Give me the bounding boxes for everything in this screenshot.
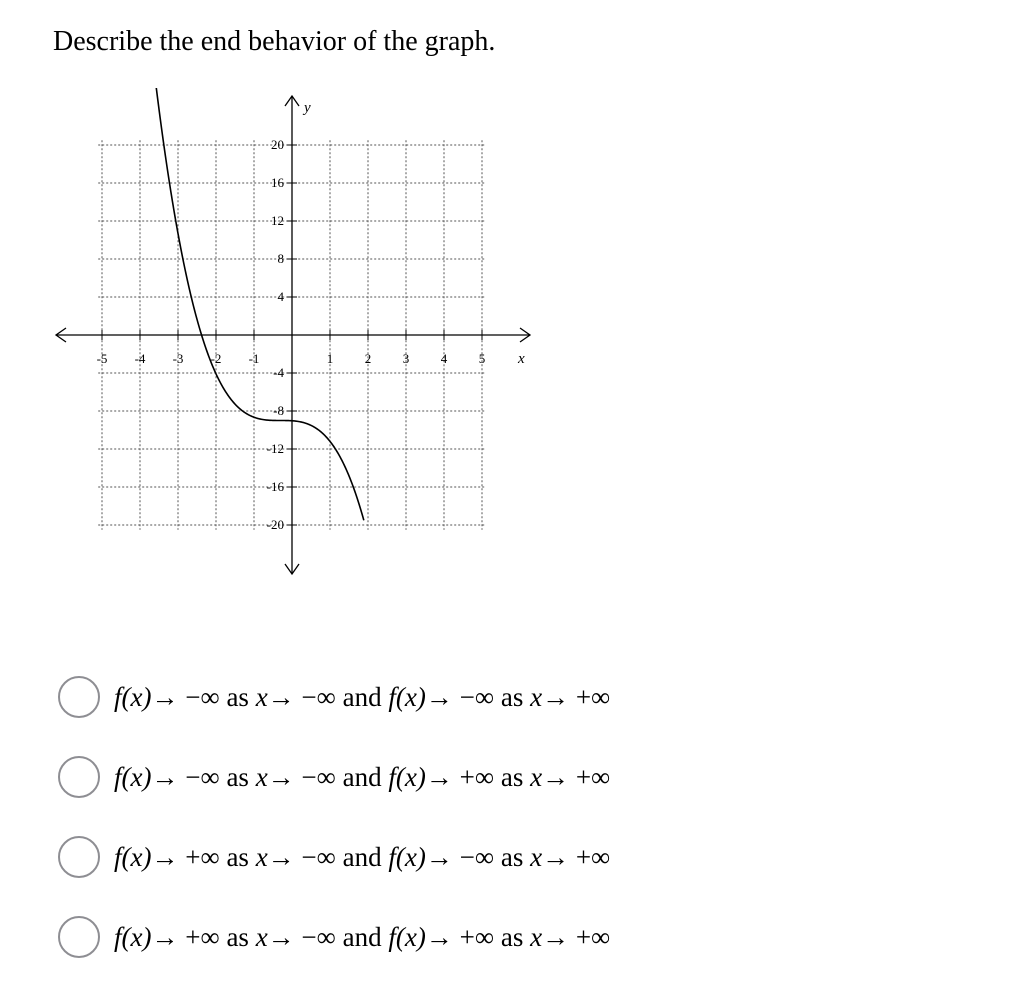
question-text: Describe the end behavior of the graph.: [53, 26, 496, 57]
option-a[interactable]: [58, 672, 610, 722]
x-tick-label: 2: [364, 351, 372, 366]
graph-figure: [48, 88, 548, 588]
y-tick-label: 16: [271, 175, 284, 190]
x-tick-label: 4: [440, 351, 448, 366]
option-b[interactable]: [58, 752, 610, 802]
option-b-text: f(x)→ −∞ as x→ −∞ and f(x)→ +∞ as x→ +∞: [114, 761, 611, 792]
option-c[interactable]: [58, 832, 610, 882]
option-d-text: f(x)→ +∞ as x→ −∞ and f(x)→ +∞ as x→ +∞: [114, 921, 611, 952]
radio-button[interactable]: [58, 756, 100, 798]
y-tick-label: -20: [266, 517, 284, 532]
radio-button[interactable]: [58, 916, 100, 958]
y-tick-label: -8: [273, 403, 284, 418]
y-axis-label: y: [304, 100, 311, 116]
x-tick-label: -2: [210, 351, 222, 366]
y-tick-label: -16: [266, 479, 284, 494]
y-tick-label: -4: [273, 365, 284, 380]
x-tick-label: -4: [134, 351, 146, 366]
option-d[interactable]: [58, 912, 610, 962]
x-tick-label: 1: [326, 351, 334, 366]
x-axis-label: x: [518, 351, 525, 367]
radio-button[interactable]: [58, 836, 100, 878]
option-a-text: f(x)→ −∞ as x→ −∞ and f(x)→ −∞ as x→ +∞: [114, 681, 611, 712]
x-tick-label: -1: [248, 351, 260, 366]
axes: [56, 96, 530, 574]
x-tick-label: -5: [96, 351, 108, 366]
x-tick-label: 3: [402, 351, 410, 366]
y-tick-label: 12: [271, 213, 284, 228]
option-c-text: f(x)→ +∞ as x→ −∞ and f(x)→ −∞ as x→ +∞: [114, 841, 611, 872]
x-tick-label: 5: [478, 351, 486, 366]
radio-button[interactable]: [58, 676, 100, 718]
y-tick-label: 4: [277, 289, 284, 304]
x-tick-label: -3: [172, 351, 184, 366]
y-tick-label: -12: [266, 441, 284, 456]
y-tick-label: 20: [271, 137, 284, 152]
y-tick-label: 8: [277, 251, 284, 266]
